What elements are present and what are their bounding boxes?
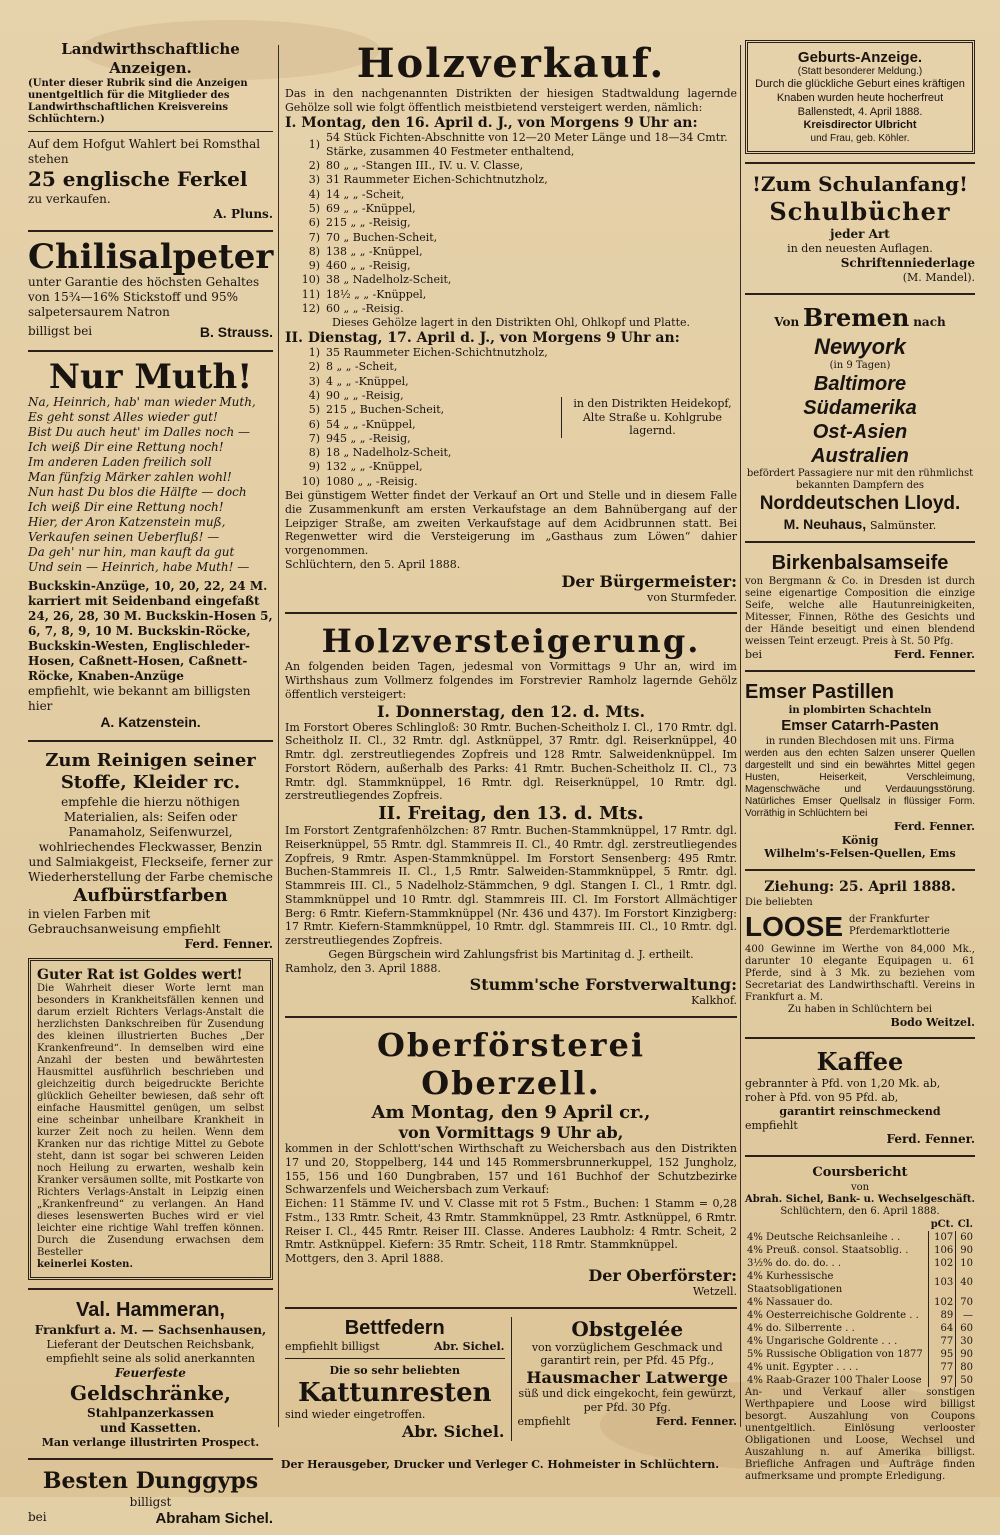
- kurs-value: 102: [929, 1257, 956, 1270]
- bremen-nach: nach: [913, 314, 946, 329]
- emser-firm1: König: [841, 833, 879, 847]
- kurs-security: 5% Russische Obligation von 1877: [747, 1348, 923, 1360]
- poem-line: Bist Du auch heut' im Dalles noch —: [28, 425, 251, 440]
- kurs-value: 90: [956, 1348, 975, 1361]
- geburt-head: Geburts-Anzeige.: [797, 49, 923, 66]
- lot-number: 2): [308, 360, 320, 374]
- verst-day2: II. Freitag, den 13. d. Mts.: [378, 803, 644, 825]
- holz-lager2: in den Distrikten Heidekopf, Alte Straße u. Kohlgrube lagernd.: [561, 397, 737, 438]
- lot-number: 1): [308, 137, 320, 151]
- bett-name: Abr. Sichel.: [434, 1339, 505, 1353]
- lot-description: 215 „ Buchen-Scheit,: [326, 403, 445, 417]
- lot-row: [285, 389, 561, 403]
- lot-number: 4): [308, 389, 320, 402]
- verst-credit: Gegen Bürgschein wird Zahlungsfrist bis Martinitag d. J. ertheilt.: [328, 947, 694, 961]
- lot-number: 1): [308, 346, 320, 360]
- lot-description: 1080 „ „ -Reisig.: [326, 474, 418, 488]
- hammeran-ad: [28, 1298, 273, 1449]
- lot-description: 54 „ „ -Knüppel,: [326, 417, 416, 431]
- ferkel-head: 25 englische Ferkel: [28, 166, 248, 191]
- kaffee-text2: roher à Pfd. von 95 Pfd. ab,: [745, 1091, 899, 1104]
- lot-number: 7): [308, 431, 320, 445]
- ober-day: Am Montag, den 9 April cr.,: [371, 1102, 651, 1124]
- kurs-row: [745, 1309, 975, 1322]
- chili-text: unter Garantie des höchsten Gehaltes von 15¾—16% Stickstoff und 95% salpetersaurem Natron: [28, 275, 260, 320]
- kurs-value: 103: [929, 1270, 956, 1296]
- kurs-security: 4% Ungarische Goldrente . . .: [747, 1335, 898, 1347]
- muth-head: Nur Muth!: [48, 356, 253, 397]
- birken-text: von Bergmann & Co. in Dresden ist durch seine eigenartige Composition die einzige Seife, welche alle Hautunreinigkeiten, Mitesser, Finnen, Röthe des Gesichts und der Hände beseitigt und einen blendend weissen Teint erzeugt. Preis à St. 50 Pfg.: [745, 576, 975, 648]
- kurs-ad: [745, 1165, 975, 1482]
- obst-text2: süß und dick eingekocht, fein gewürzt, per Pfd. 30 Pfg.: [518, 1387, 736, 1414]
- kurs-security: 4% Kurhessische Staatsobligationen: [747, 1270, 843, 1295]
- holz-day1: I. Montag, den 16. April d. J., von Morgens 9 Uhr an:: [285, 114, 698, 131]
- hammeran-text: Lieferant der Deutschen Reichsbank, empfiehlt seine als solid anerkannten: [46, 1338, 255, 1366]
- lot-number: 5): [308, 201, 320, 215]
- destination-item: Australien: [811, 445, 909, 467]
- kurs-value: 102: [929, 1296, 956, 1309]
- kurs-row: [745, 1257, 975, 1270]
- lot-description: 138 „ „ -Knüppel,: [326, 244, 423, 258]
- rat-ad: [28, 958, 273, 1280]
- kurs-value: 60: [956, 1231, 975, 1244]
- poem-line: Na, Heinrich, hab' man wieder Muth,: [28, 395, 256, 410]
- lot-description: 38 „ Nadelholz-Scheit,: [326, 273, 452, 287]
- kurs-value: 90: [956, 1244, 975, 1257]
- kurs-value: 77: [929, 1335, 956, 1348]
- obst-name: Ferd. Fenner.: [655, 1414, 737, 1428]
- lot-description: 54 Stück Fichten-Abschnitte von 12—20 Meter Länge und 18—34 Cmtr. Stärke, zusammen 40 Festmeter enthaltend,: [326, 130, 728, 158]
- lot-number: 3): [308, 374, 320, 388]
- emser-dealer: Ferd. Fenner.: [893, 819, 975, 833]
- kurs-header-cell: pCt.: [930, 1218, 954, 1230]
- kurs-value: 80: [956, 1361, 975, 1374]
- loose-side: der Frankfurter Pferdemarktlotterie: [849, 914, 950, 937]
- hammeran-fire: Feuerfeste: [115, 1365, 186, 1380]
- kurs-security: 4% do. Silberrente . .: [747, 1322, 855, 1334]
- verst-intro: An folgenden beiden Tagen, jedesmal von Vormittags 9 Uhr an, wird im Wirthshaus zum Vollmerz folgendes im Forstrevier Ramholz lagernde Gehölz öffentlich versteigert:: [285, 660, 737, 701]
- lot-row: [285, 173, 737, 187]
- ober-time: von Vormittags 9 Uhr ab,: [398, 1123, 624, 1143]
- lot-number: 6): [308, 417, 320, 431]
- ferkel-text: Auf dem Hofgut Wahlert bei Romsthal stehen: [28, 136, 261, 166]
- kurs-head: Coursbericht: [812, 1165, 908, 1181]
- kurs-value: 10: [956, 1257, 975, 1270]
- schul-big: Schulbücher: [769, 197, 951, 226]
- kurs-value: 89: [929, 1309, 956, 1322]
- poem-line: Verkaufen seinen Ueberfluß! —: [28, 530, 220, 545]
- kurs-value: 64: [929, 1322, 956, 1335]
- kattun-head: Kattunresten: [297, 1378, 492, 1409]
- emser-head: Emser Pastillen: [745, 681, 894, 703]
- emser-head2: Emser Catarrh-Pasten: [781, 717, 939, 734]
- schul-name: (M. Mandel).: [902, 270, 975, 284]
- kaffee-name: Ferd. Fenner.: [886, 1132, 975, 1147]
- poem-line: Es geht sonst Alles wieder gut!: [28, 410, 218, 425]
- ober-items: Eichen: 11 Stämme IV. und V. Classe mit rot 5 Fstm., Buchen: 1 Stamm = 0,28 Fstm., 133 Rmtr. Scheit, 43 Rmtr. Stammknüppel, 23 Rmtr. Astknüppel, 6 Rmtr. Reiser I. Cl., 445 Rmtr. Reiser III. Classe. Anderes Laubholz: 4 Rmtr. Scheit, 2 Rmtr. Astknüppel. Kiefern: 35 Rmtr. Scheit, 118 Rmtr. Stammknüppel.: [285, 1197, 737, 1252]
- lot-row: [285, 446, 561, 460]
- lot-row: [285, 131, 737, 160]
- hammeran-head: Val. Hammeran,: [76, 1299, 225, 1322]
- lot-number: 2): [308, 159, 320, 173]
- emser-text: werden aus den echten Salzen unserer Quellen dargestellt und sind ein bewährtes Mittel gegen Husten, Heiserkeit, Verschleimung, Magenschwäche und Verdauungsstörung. Natürliches Emser Quellsalz in flüssiger Form. Vorräthig in Schlüchtern bei: [745, 747, 975, 819]
- verst-date: Ramholz, den 3. April 1888.: [285, 961, 441, 975]
- kattun-name: Abr. Sichel.: [401, 1421, 505, 1441]
- poem-line: Und sein — Heinrich, habe Muth! —: [28, 560, 250, 575]
- lot-row: [285, 273, 737, 287]
- kurs-foot: An- und Verkauf aller sonstigen Werthpapiere und Loose wird billigst besorgt. Auszahlung von Coupons unentgeltlich. Einlösung verlooster Obligationen und Loose, Wechsel und Auszahlung n. auf Amerika billigst. Briefliche Anfragen und Aufträge finden aufmerksame und prompte Erledigung.: [745, 1386, 975, 1482]
- kurs-security: 4% unit. Egypter . . . .: [747, 1361, 859, 1373]
- muth-poem: [28, 395, 273, 575]
- lot-row: [285, 216, 737, 230]
- poem-line: Im anderen Laden freilich soll: [28, 455, 212, 470]
- kaffee-empf: empfiehlt: [745, 1118, 798, 1132]
- geburt-date: Ballenstedt, 4. April 1888.: [797, 105, 923, 118]
- holz-intro: Das in den nachgenannten Distrikten der hiesigen Stadtwaldung lagernde Gehölze soll wie folgt öffentlich meistbietend versteigert werden, nämlich:: [285, 87, 737, 114]
- kattun-pre: Die so sehr beliebten: [329, 1364, 461, 1378]
- kattun-text: sind wieder eingetroffen.: [285, 1408, 426, 1422]
- loose-text: 400 Gewinne im Werthe von 84,000 Mk., darunter 10 elegante Equipagen u. 61 Pferde, sind à 3 Mk. zu beziehen vom Secretariat des Landwirthschaftl. Vereins in Frankfurt a. M.: [745, 943, 975, 1003]
- kurs-row: [745, 1374, 975, 1387]
- hammeran-b1: Stahlpanzerkassen: [87, 1405, 214, 1420]
- bremen-ad: [745, 303, 975, 534]
- loose-haben: Zu haben in Schlüchtern bei: [787, 1003, 933, 1015]
- column-left: [28, 40, 273, 1535]
- emser-sub2: in runden Blechdosen mit uns. Firma: [765, 735, 955, 747]
- ober-date: Mottgers, den 3. April 1888.: [285, 1252, 444, 1266]
- ober-signname: Wetzell.: [692, 1284, 737, 1298]
- poem-line: Hier, der Aron Katzenstein muß,: [28, 515, 226, 530]
- muth-goods: Buckskin-Anzüge, 10, 20, 22, 24 M. karriert mit Seidenband eingefaßt 24, 26, 28, 30 M. Buckskin-Hosen 5, 6, 7, 8, 9, 10 M. Buckskin-Röcke, Buckskin-Westen, Englischleder-Hosen, Caßnett-Hosen, Caßnett-Röcke, Knaben-Anzüge: [28, 579, 273, 684]
- geburt-wife: und Frau, geb. Köhler.: [810, 133, 910, 144]
- sichel-ads: [285, 1317, 512, 1441]
- kurs-row: [745, 1361, 975, 1374]
- geburt-name: Kreisdirector Ulbricht: [803, 119, 917, 132]
- reinigen-text: empfehle die hierzu nöthigen Materialien, als: Seifen oder Panamaholz, Seifenwurzel, wohlriechendes Fleckwasser, Benzin und Salmiakgeist, Fleckseife, ferner zur Wiederherstellung der Farbe chemische: [28, 794, 273, 884]
- bremen-text: befördert Passagiere nur mit den rühmlichst bekannten Dampfern des: [746, 468, 974, 491]
- kurs-value: 106: [929, 1244, 956, 1257]
- landw-title: Landwirthschaftliche Anzeigen.: [61, 40, 240, 77]
- verst-day1-text: Im Forstort Oberes Schlingloß: 30 Rmtr. Buchen-Scheitholz I. Cl., 170 Rmtr. dgl. Scheitholz II. Cl., 32 Rmtr. dgl. Astknüppel, 37 Rmtr. dgl. Reiserknüppel, 40 Rmtr. dgl. zerstreutliegendes Zopfreis und 128 Rmtr. Salweidenknüppel. Im Forstort Rödern, außerhalb des Parks: 41 Rmtr. Buchen-Scheitholz II. Cl., 73 Rmtr. dgl. Stammknüppel, 16 Rmtr. dgl. Reiserknüppel, 10 Rmtr. dgl. zerstreutliegendes Zopfreis.: [285, 720, 737, 803]
- geburt-ad: [745, 40, 975, 154]
- kurs-header-cell: Cl.: [957, 1218, 973, 1230]
- verst-signname: Kalkhof.: [691, 994, 737, 1008]
- oberzell-title: Oberförsterei Oberzell.: [377, 1026, 645, 1103]
- bett-head: Bettfedern: [344, 1316, 445, 1339]
- lot-number: 5): [308, 403, 320, 417]
- lot-row: [285, 302, 737, 316]
- obst-empf: empfiehlt: [517, 1414, 571, 1428]
- ferkel-sub: zu verkaufen.: [28, 191, 111, 206]
- gyps-ad: [28, 1468, 273, 1529]
- poem-line: Da geh' nur hin, man kauft da gut: [28, 545, 235, 560]
- gyps-name: Abraham Sichel.: [155, 1510, 273, 1528]
- kurs-value: 97: [929, 1374, 956, 1387]
- lot-row: [285, 432, 561, 446]
- holzverkauf-title: Holzverkauf.: [356, 40, 666, 87]
- lot-description: 14 „ „ -Scheit,: [326, 187, 405, 201]
- lot-row: [285, 188, 737, 202]
- kurs-row: [745, 1348, 975, 1361]
- bremen-days: (in 9 Tagen): [829, 360, 891, 371]
- loose-name: Bodo Weitzel.: [890, 1015, 975, 1029]
- kurs-value: 40: [956, 1270, 975, 1296]
- kurs-von: von: [850, 1181, 870, 1193]
- column-rule: [278, 45, 279, 1427]
- reinigen-head: Zum Reinigen seiner Stoffe, Kleider rc.: [45, 749, 256, 794]
- kurs-value: 50: [956, 1374, 975, 1387]
- lot-description: 60 „ „ -Reisig.: [326, 302, 404, 316]
- lot-description: 90 „ „ -Reisig,: [326, 389, 404, 402]
- bremen-agent-loc: Salmünster.: [869, 518, 937, 532]
- lot-description: 80 „ „ -Stangen III., IV. u. V. Classe,: [326, 159, 524, 173]
- kurs-table: [745, 1218, 975, 1387]
- bremen-destinations: [745, 372, 975, 468]
- lot-description: 4 „ „ -Knüppel,: [326, 374, 409, 388]
- obst-latw: Hausmacher Latwerge: [526, 1368, 729, 1388]
- lot-number: 10): [301, 474, 320, 488]
- lot-description: 35 Raummeter Eichen-Schichtnutzholz,: [326, 346, 548, 360]
- lot-description: 8 „ „ -Scheit,: [326, 360, 398, 374]
- lot-row: [285, 259, 737, 273]
- holz-sign: Der Bürgermeister:: [561, 571, 737, 591]
- imprint-footer: Der Herausgeber, Drucker und Verleger C. Hohmeister in Schlüchtern.: [280, 1458, 720, 1471]
- lot-row: [285, 346, 561, 360]
- hammeran-b2: und Kassetten.: [100, 1420, 201, 1435]
- lot-number: 10): [301, 273, 320, 287]
- landw-note: (Unter dieser Rubrik sind die Anzeigen unentgeltlich für die Mitglieder des Landwirthschaftlichen Kreisvereins Schlüchtern.): [28, 77, 248, 125]
- chili-name: B. Strauss.: [199, 324, 273, 341]
- bremen-von: Von: [774, 314, 800, 329]
- lot-number: 8): [308, 244, 320, 258]
- obst-text: von vorzüglichem Geschmack und garantirt rein, per Pfd. 45 Pfg.,: [531, 1340, 723, 1368]
- hammeran-big: Geldschränke,: [70, 1380, 231, 1405]
- kurs-firm: Abrah. Sichel, Bank- u. Wechselgeschäft.: [745, 1193, 975, 1205]
- kurs-security: 4% Deutsche Reichsanleihe . .: [747, 1231, 901, 1243]
- lot-number: 4): [308, 187, 320, 201]
- kurs-security: 4% Raab-Grazer 100 Thaler Loose: [747, 1374, 922, 1386]
- versteigerung-title: Holzversteigerung.: [321, 622, 701, 661]
- kurs-row: [745, 1296, 975, 1309]
- lot-description: 18 „ Nadelholz-Scheit,: [326, 446, 452, 460]
- birken-ad: [745, 551, 975, 662]
- holz-day2: II. Dienstag, 17. April d. J., von Morgens 9 Uhr an:: [285, 330, 680, 347]
- kurs-value: 60: [956, 1322, 975, 1335]
- reinigen-text2: in vielen Farben mit Gebrauchsanweisung empfiehlt: [28, 907, 221, 937]
- lot-row: [285, 360, 561, 374]
- lot-description: 31 Raummeter Eichen-Schichtnutzholz,: [326, 173, 548, 187]
- poem-line: Man fünfzig Märker zahlen wohl!: [28, 470, 232, 485]
- kurs-value: 30: [956, 1335, 975, 1348]
- schul-head: !Zum Schulanfang!: [752, 172, 968, 196]
- lot-number: 7): [308, 230, 320, 244]
- loose-date: Ziehung: 25. April 1888.: [764, 879, 956, 895]
- column-rule: [740, 45, 741, 1427]
- birken-name: Ferd. Fenner.: [893, 648, 975, 662]
- muth-name: A. Katzenstein.: [100, 714, 201, 731]
- lot-row: [285, 202, 737, 216]
- landw-ad: [28, 40, 273, 222]
- kurs-row: [745, 1244, 975, 1257]
- ober-text: kommen in der Schlott'schen Wirthschaft zu Weichersbach aus den Distrikten 17 und 20, Stoppelberg, 144 und 145 Rommersbrunnerkuppel, 152 Jungholz, 155, 156 und 160 Dungbraben, 157 und 161 Buchhof der Schutzbezirke Schwarzenfels und Weichersbach zum Verkauf:: [285, 1142, 737, 1197]
- verst-sign: Stumm'sche Forstverwaltung:: [469, 975, 737, 995]
- chili-head: Chilisalpeter: [28, 236, 274, 277]
- lot-row: [285, 403, 561, 417]
- lot-row: [285, 460, 561, 474]
- lot-description: 215 „ „ -Reisig,: [326, 216, 411, 230]
- kurs-header-blank: [745, 1218, 929, 1231]
- kurs-value: —: [956, 1309, 975, 1322]
- lot-row: [285, 231, 737, 245]
- lot-description: 945 „ „ -Reisig,: [326, 431, 411, 445]
- lot-row: [285, 159, 737, 173]
- kurs-security: 4% Preuß. consol. Staatsoblig. .: [747, 1244, 909, 1256]
- poem-line: Ich weiß Dir eine Rettung noch!: [28, 500, 224, 515]
- lot-number: 3): [308, 173, 320, 187]
- bremen-ny: Newyork: [814, 333, 906, 359]
- kaffee-ad: [745, 1047, 975, 1147]
- schul-text: in den neuesten Auflagen.: [787, 242, 933, 255]
- lot-row: [285, 475, 561, 489]
- lot-row: [285, 288, 737, 302]
- holz-lager1: Dieses Gehölze lagert in den Distrikten Ohl, Ohlkopf und Platte.: [331, 316, 691, 330]
- lot-description: 18½ „ „ -Knüppel,: [326, 287, 427, 301]
- rat-bold: keinerlei Kosten.: [37, 1259, 133, 1271]
- bremen-agent: M. Neuhaus,: [783, 515, 867, 532]
- kaffee-head: Kaffee: [816, 1047, 904, 1077]
- kurs-value: 95: [929, 1348, 956, 1361]
- lot-description: 70 „ Buchen-Scheit,: [326, 230, 438, 244]
- lot-description: 69 „ „ -Knüppel,: [326, 201, 416, 215]
- gyps-bei: bei: [28, 1510, 47, 1525]
- kurs-value: 70: [956, 1296, 975, 1309]
- schul-sub: jeder Art: [830, 227, 890, 241]
- kurs-security: 3½% do. do. do. . .: [747, 1257, 842, 1269]
- bremen-head: Bremen: [803, 302, 910, 332]
- reinigen-ad: [28, 750, 273, 953]
- kurs-value: 77: [929, 1361, 956, 1374]
- emser-sub: in plombirten Schachteln: [788, 705, 932, 716]
- schul-store: Schriftenniederlage: [840, 255, 975, 270]
- lot-row: [285, 375, 561, 389]
- bremen-lloyd: Norddeutschen Lloyd.: [759, 493, 961, 514]
- kaffee-text1: gebrannter à Pfd. von 1,20 Mk. ab,: [745, 1077, 941, 1091]
- kaffee-text3: garantirt reinschmeckend: [779, 1104, 941, 1118]
- reinigen-name: Ferd. Fenner.: [184, 937, 273, 952]
- kurs-value: 107: [929, 1231, 956, 1244]
- schul-ad: [745, 172, 975, 285]
- chili-billig: billigst bei: [28, 324, 93, 339]
- lot-number: 9): [308, 460, 320, 474]
- holz-date: Schlüchtern, den 5. April 1888.: [285, 557, 461, 571]
- lot-row: [285, 418, 561, 432]
- gyps-billig: billigst: [129, 1495, 172, 1510]
- gyps-head: Besten Dunggyps: [42, 1467, 259, 1494]
- rat-text: Die Wahrheit dieser Worte lernt man besonders in Krankheitsfällen kennen und darum erzielt Richters Verlags-Anstalt die herzlichsten Dankschreiben für Zusendung des kleinen illustrierten Buches „Der Krankenfreund“. In demselben wird eine Anzahl der besten und bewährtesten Hausmittel ausführlich beschrieben und gleichzeitig durch beigedruckte Berichte glücklich Geheilter bewiesen, daß sehr oft einfache Hausmittel genügen, um selbst eine scheinbar unheilbare Krankheit in kurzer Zeit noch zu heilen. Wenn dem Kranken nur das richtige Mittel zu Gebote steht, dann ist sogar bei schweren Leiden noch Heilung zu erwarten, weshalb kein Kranker versäumen sollte, mit Postkarte von Richters Verlags-Anstalt in Leipzig einen „Krankenfreund“ zu verlangen. An Hand dieses lesenswerten Buches wird er viel leichter eine richtige Wahl treffen können. Durch die Zusendung erwachsen dem Besteller: [37, 983, 264, 1259]
- lot-row: [285, 245, 737, 259]
- poem-line: Nun hast Du blos die Hälfte — doch: [28, 485, 247, 500]
- obst-head: Obstgelée: [571, 1316, 684, 1341]
- rat-head: Guter Rat ist Goldes wert!: [37, 967, 243, 984]
- kurs-date: Schlüchtern, den 6. April 1888.: [780, 1205, 940, 1217]
- lot-number: 6): [308, 216, 320, 230]
- loose-pre: Die beliebten: [745, 896, 813, 908]
- destination-item: Ost-Asien: [812, 421, 908, 443]
- holz-closing: Bei günstigem Wetter findet der Verkauf an Ort und Stelle und in diesem Falle die Zusammenkunft am ersten Verkaufstage an dem Bahnübergang auf der Leipziger Straße, am zweiten Verkaufstage auf dem Acidbrunnen statt. Bei Regenwetter wird die Versteigerung im „Gasthaus zum Löwen“ dahier vorgenommen.: [285, 489, 737, 558]
- verst-day2-text: Im Forstort Zentgrafenhölzchen: 87 Rmtr. Buchen-Stammknüppel, 17 Rmtr. dgl. Reiserknüppel, 55 Rmtr. dgl. Stammreis II. Cl., 40 Rmtr. dgl. zerstreutliegendes Zopfreis, 9 Rmtr. Aspen-Stammknüppel. Im Forstort Sensenberg: 495 Rmtr. Buchen-Stammreis II. Cl., 1,5 Rmtr. Salweiden-Stammknüppel, 5 Rmtr. dgl. Stammreis III. Cl., 5 Nadelholz-Stämmchen, 9 dgl. Stangen I. Cl., 1 Rmtr. dgl. Stammknüppel und 10 Rmtr. dgl. Stammreis III. Cl. Im Forstort Allmächtiger Berg: 6 Rmtr. Kiefern-Stammknüppel (Nr. 436 und 437). Im Forstort Kinzigberg: 17 Rmtr. Kiefern-Stammknüppel, 10 Rmtr. dgl. Stammreis III. Cl., 10 Rmtr. dgl. zerstreutliegendes Zopfreis.: [285, 824, 737, 948]
- birken-head: Birkenbalsamseife: [771, 552, 949, 575]
- geburt-sub: (Statt besonderer Meldung.): [797, 66, 923, 77]
- holz-signname: von Sturmfeder.: [647, 590, 737, 604]
- verst-day1: I. Donnerstag, den 12. d. Mts.: [376, 701, 646, 721]
- hammeran-foot: Man verlange illustrirten Prospect.: [41, 1435, 260, 1449]
- kurs-row: [745, 1231, 975, 1244]
- birken-bei: bei: [745, 648, 763, 662]
- lot-number: 8): [308, 446, 320, 460]
- bett-text: empfiehlt billigst: [285, 1339, 380, 1353]
- chili-ad: [28, 236, 274, 342]
- ober-sign: Der Oberförster:: [588, 1265, 737, 1285]
- loose-head: LOOSE: [745, 910, 844, 942]
- holz-lots2-table: [285, 346, 561, 489]
- reinigen-bold: Aufbürstfarben: [73, 884, 228, 906]
- lot-number: 11): [301, 287, 320, 301]
- loose-ad: [745, 879, 975, 1029]
- emser-firm2: Wilhelm's-Felsen-Quellen, Ems: [764, 847, 956, 861]
- ferkel-name: A. Pluns.: [213, 206, 273, 221]
- kurs-row: [745, 1335, 975, 1348]
- hammeran-sub: Frankfurt a. M. — Sachsenhausen,: [34, 1323, 267, 1338]
- obst-ad: [518, 1317, 738, 1441]
- geburt-text: Durch die glückliche Geburt eines kräftigen Knaben wurden heute hocherfreut: [755, 78, 965, 104]
- kurs-security: 4% Nassauer do.: [747, 1296, 833, 1308]
- column-right: [745, 40, 975, 1489]
- poem-line: Ich weiß Dir eine Rettung noch!: [28, 440, 224, 455]
- emser-ad: [745, 680, 975, 861]
- destination-item: Baltimore: [813, 373, 907, 395]
- lot-number: 9): [308, 259, 320, 273]
- lot-number: 12): [301, 302, 320, 316]
- destination-item: Südamerika: [803, 397, 917, 419]
- lot-description: 132 „ „ -Knüppel,: [326, 460, 423, 474]
- kurs-row: [745, 1270, 975, 1296]
- muth-empf: empfiehlt, wie bekannt am billigsten hier: [28, 684, 251, 714]
- muth-ad: [28, 356, 273, 732]
- column-middle: [285, 40, 737, 1441]
- holz-lots1-table: [285, 131, 737, 317]
- kurs-header-row: [745, 1218, 975, 1231]
- lot-description: 460 „ „ -Reisig,: [326, 259, 411, 273]
- kurs-row: [745, 1322, 975, 1335]
- kurs-security: 4% Oesterreichische Goldrente . .: [747, 1309, 919, 1321]
